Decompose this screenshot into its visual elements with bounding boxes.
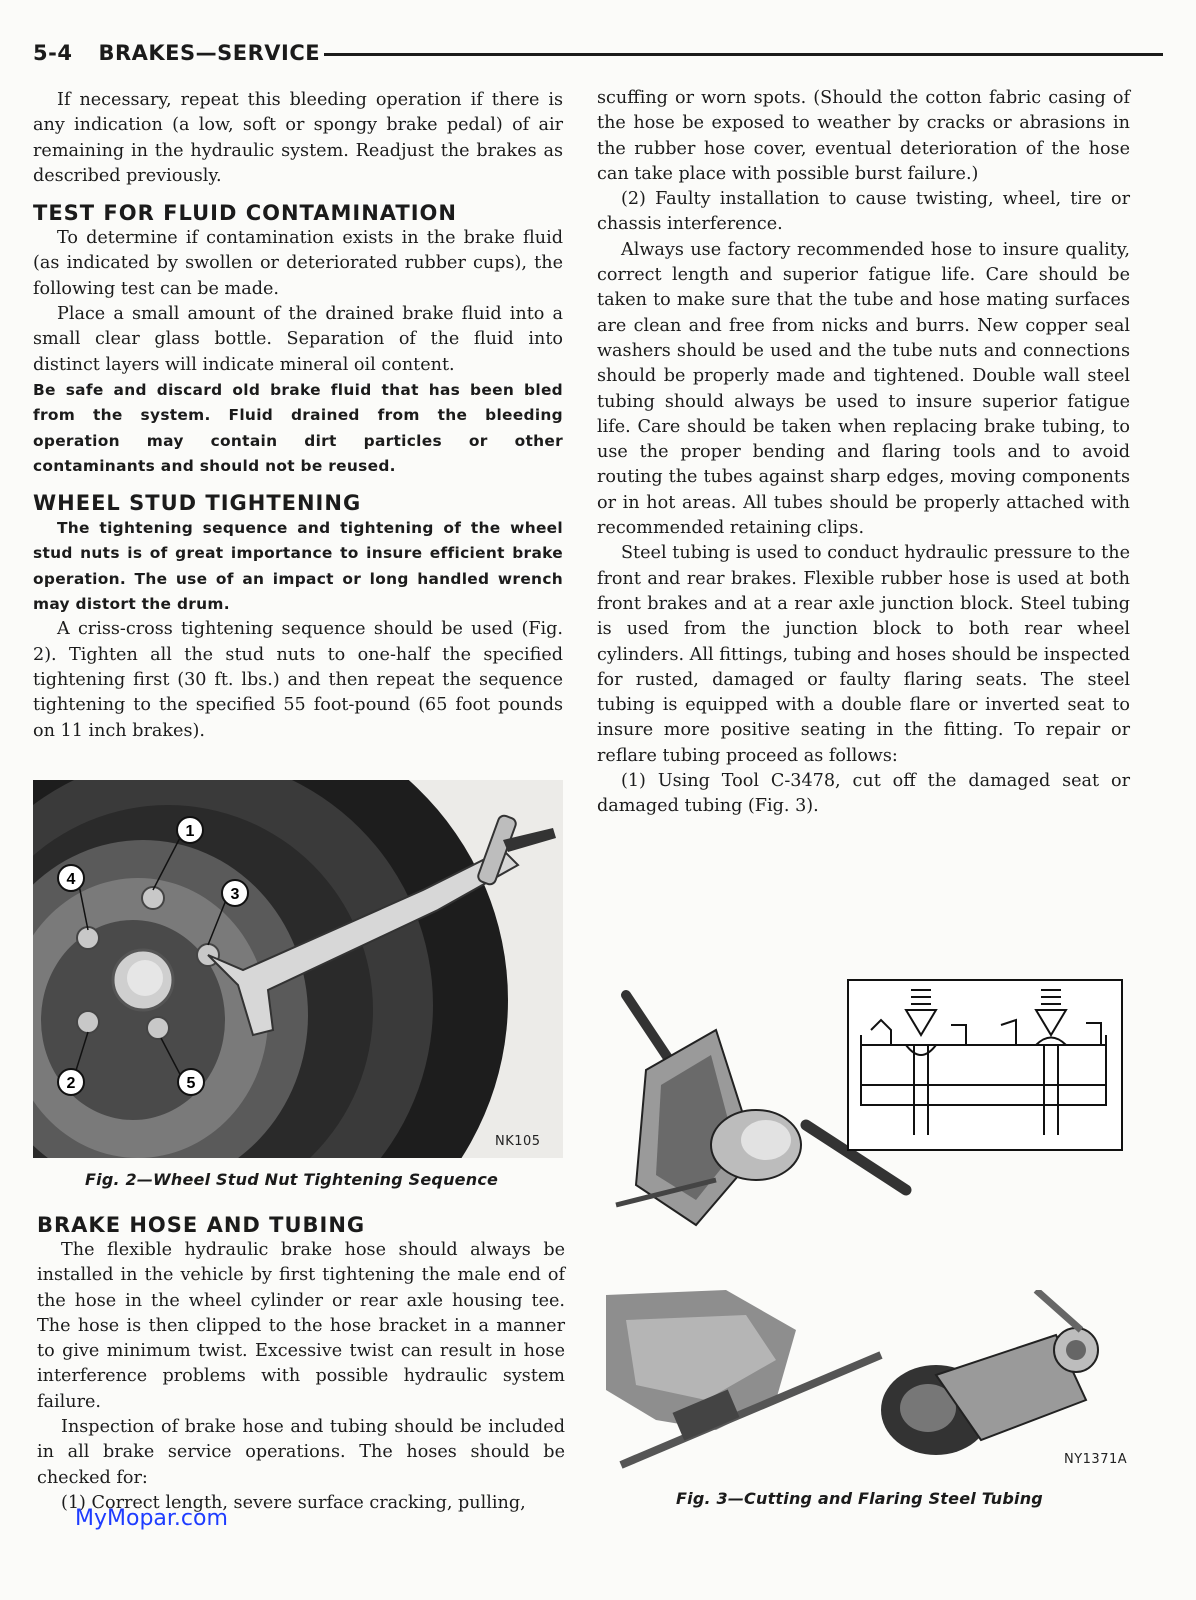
- header-rule: [324, 53, 1163, 56]
- hose-paragraph-3: (1) Correct length, severe surface cracking, pulling,: [61, 1492, 526, 1513]
- right-column: [597, 86, 1130, 820]
- figure-3-flaring-tool-illustration: [606, 975, 1126, 1260]
- callout-2: [58, 1069, 84, 1095]
- heading-fluid-contamination: TEST FOR FLUID CONTAMINATION: [33, 201, 457, 226]
- left-column-lower: [37, 1212, 565, 1516]
- contamination-paragraph-2: Place a small amount of the drained brake fluid into a small clear glass bottle. Separation of the fluid into distinct layers will indicate mineral oil content.: [33, 304, 563, 375]
- callout-1: [177, 817, 203, 843]
- figure-3-caption: Fig. 3—Cutting and Flaring Steel Tubing: [676, 1489, 1043, 1508]
- hose-check-2: (2) Faulty installation to cause twisting, wheel, tire or chassis interference.: [597, 189, 1130, 235]
- hose-paragraph-1: The flexible hydraulic brake hose should always be installed in the vehicle by first tightening the male end of the hose in the wheel cylinder or rear axle housing tee. The hose is then clipped to the hose bracket in a manner to give minimum twist. Excessive twist can result in hose interference problems with possible hydraulic system failure.: [37, 1240, 565, 1412]
- figure-2-wheel-illustration: [33, 780, 563, 1158]
- page-header: [33, 38, 1163, 68]
- page-number: 5-4: [33, 41, 73, 65]
- factory-hose-paragraph: Always use factory recommended hose to insure quality, correct length and superior fatigue life. Care should be taken to make sure that the tube and hose mating surfaces are clean and free from nicks and burrs. New copper seal washers should be used and the tube nuts and connections should be properly made and tightened. Double wall steel tubing should always be used to insure superior fatigue life. Care should be taken when replacing brake tubing, to use the proper bending and flaring tools and to avoid routing the tubes against sharp edges, moving components or in hot areas. All tubes should be properly attached with recommended retaining clips.: [597, 239, 1130, 539]
- figure-2-code: NK105: [495, 1134, 541, 1149]
- hose-check-continued: scuffing or worn spots. (Should the cotton fabric casing of the hose be exposed to weather by cracks or abrasions in the rubber hose cover, eventual deterioration of the hose can take place with possible burst failure.): [597, 88, 1130, 184]
- svg-text:2: 2: [66, 1075, 76, 1092]
- contamination-paragraph-1: To determine if contamination exists in the brake fluid (as indicated by swollen or deteriorated rubber cups), the following test can be made.: [33, 228, 563, 299]
- watermark-link[interactable]: MyMopar.com: [75, 1506, 228, 1531]
- wheel-stud-warning: The tightening sequence and tightening of the wheel stud nuts is of great importance to insure efficient brake operation. The use of an impact or long handled wrench may distort the drum.: [33, 519, 563, 614]
- heading-brake-hose-tubing: BRAKE HOSE AND TUBING: [37, 1213, 366, 1237]
- figure-3-code: NY1371A: [1064, 1452, 1128, 1467]
- callout-4: [58, 865, 84, 891]
- svg-text:3: 3: [230, 886, 240, 903]
- hose-paragraph-2: Inspection of brake hose and tubing should be included in all brake service operations. The hoses should be checked for:: [37, 1417, 565, 1488]
- left-column: [33, 88, 563, 744]
- bleeding-paragraph: If necessary, repeat this bleeding operation if there is any indication (a low, soft or spongy brake pedal) of air remaining in the hydraulic system. Readjust the brakes as described previously.: [33, 90, 563, 186]
- wheel-stud-paragraph: A criss-cross tightening sequence should be used (Fig. 2). Tighten all the stud nuts to one-half the specified tightening first (30 ft. lbs.) and then repeat the sequence tightening to the specified 55 foot-pound (65 foot pounds on 11 inch brakes).: [33, 619, 563, 741]
- tool-step-1: (1) Using Tool C-3478, cut off the damaged seat or damaged tubing (Fig. 3).: [597, 771, 1130, 817]
- svg-text:1: 1: [185, 823, 195, 840]
- section-title: BRAKES—SERVICE: [98, 41, 321, 65]
- figure-2-caption: Fig. 2—Wheel Stud Nut Tightening Sequence: [85, 1170, 499, 1189]
- svg-text:5: 5: [186, 1075, 196, 1092]
- callout-5: [178, 1069, 204, 1095]
- heading-wheel-stud-tightening: WHEEL STUD TIGHTENING: [33, 491, 362, 516]
- steel-tubing-paragraph: Steel tubing is used to conduct hydraulic pressure to the front and rear brakes. Flexible rubber hose is used at both front brakes and at a rear axle junction block. Steel tubing is used from the junction block to both rear wheel cylinders. All fittings, tubing and hoses should be inspected for rusted, damaged or faulty flaring seats. The steel tubing is equipped with a double flare or inverted seat to insure more positive seating in the fitting. To repair or reflare tubing proceed as follows:: [597, 543, 1130, 766]
- callout-3: [222, 880, 248, 906]
- wheel-wrench-drawing: [33, 780, 563, 1158]
- svg-text:4: 4: [66, 871, 76, 888]
- contamination-warning: Be safe and discard old brake fluid that has been bled from the system. Fluid drained from the bleeding operation may contain dirt particles or other contaminants and should not be reused.: [33, 380, 563, 475]
- figure-3-tube-cutter-illustration: [606, 1290, 1136, 1475]
